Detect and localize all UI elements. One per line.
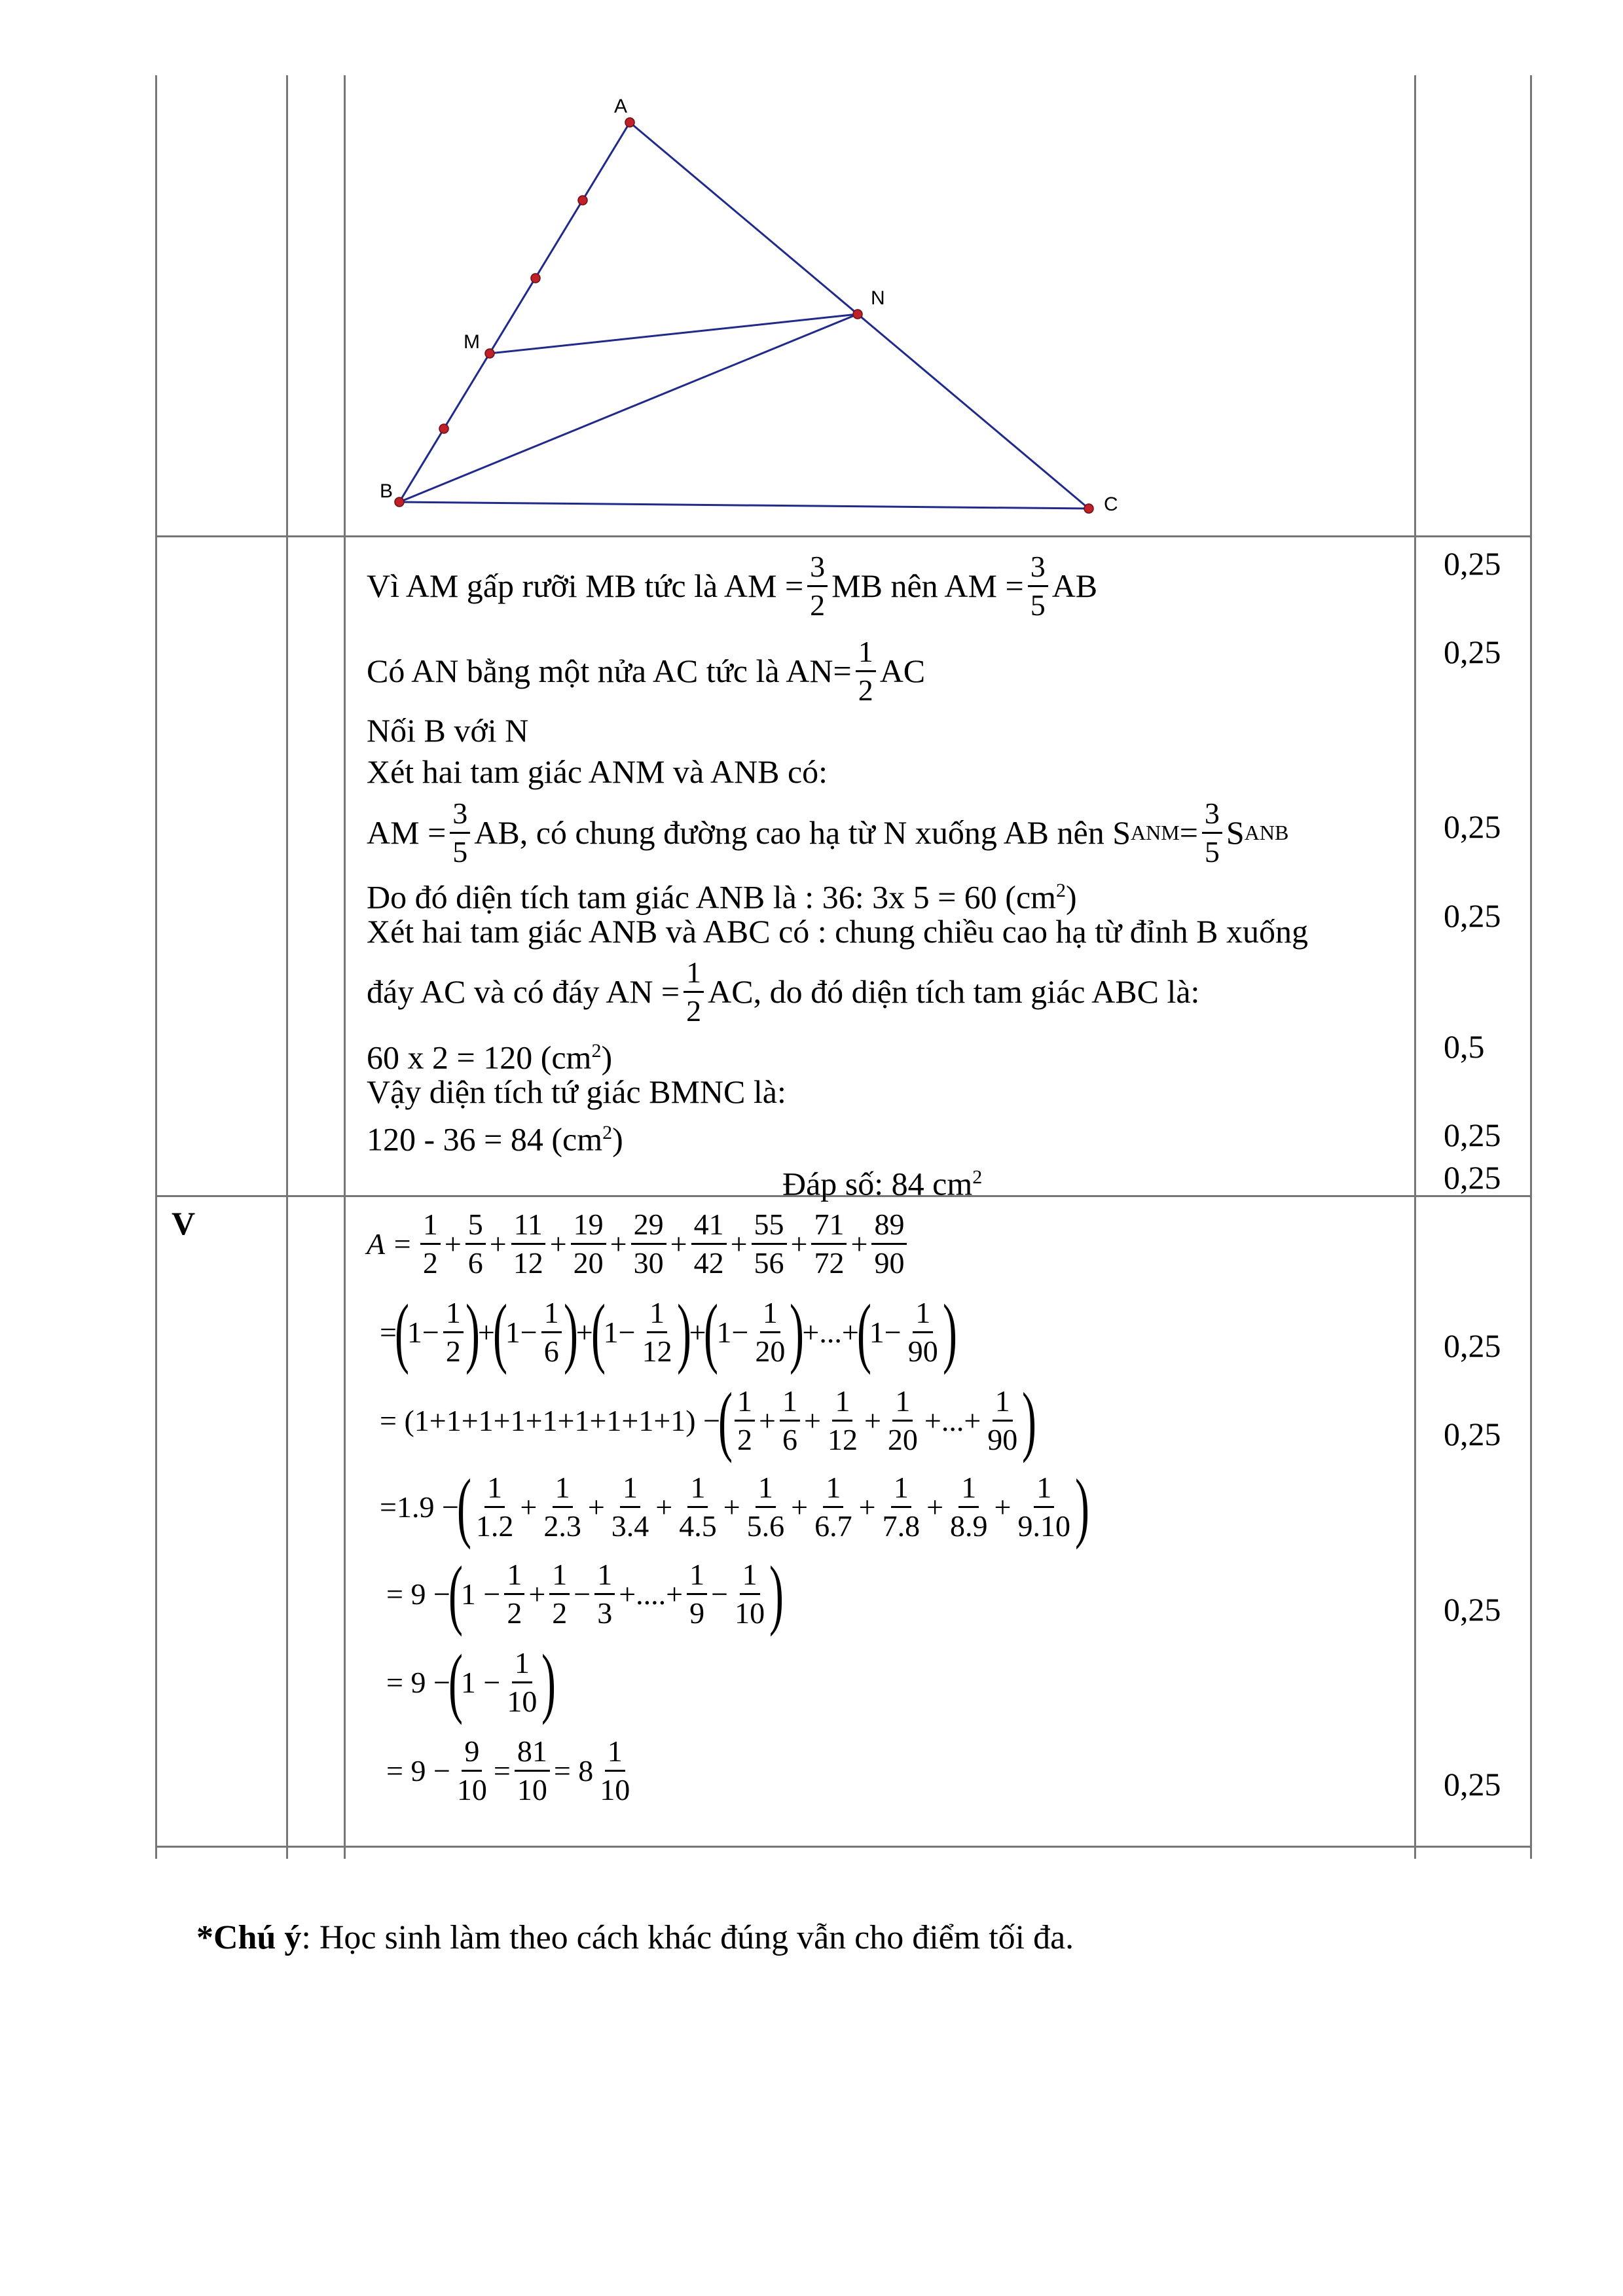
- segment-BC: [399, 502, 1089, 509]
- row3-fraction: 1 2: [735, 1383, 755, 1458]
- row4-fraction: $\frac{1}{7.8}$: [882, 1470, 921, 1543]
- row5-fraction: $\frac{1}{10}$: [735, 1557, 765, 1630]
- v-row-6: = 9 − ( 1 − $\frac{1}{10}$ ): [386, 1638, 556, 1725]
- row4-fraction: $\frac{1}{5.6}$: [746, 1470, 785, 1543]
- row1-fraction: $\frac{1}{2}$: [420, 1206, 441, 1282]
- point-M: [485, 349, 494, 358]
- v-score-4: 0,25: [1444, 1766, 1501, 1803]
- row5-fraction: $\frac{1}{9}$: [687, 1556, 707, 1632]
- iv-line-4: Xét hai tam giác ANM và ANB có:: [367, 753, 828, 790]
- iv-line-1: Vì AM gấp rưỡi MB tức là AM = $\frac{3}{2}$ MB nên AM = $\frac{3}{5}$ AB: [367, 549, 1098, 622]
- iv-score-4: 0,25: [1444, 897, 1501, 934]
- iv-line-11: 120 - 36 = 84 $(cm^2)$: [367, 1121, 623, 1158]
- row5-fraction: $\frac{1}{3}$: [594, 1556, 615, 1632]
- v-score-2: 0,25: [1444, 1416, 1501, 1452]
- iv-line-10: Vậy diện tích tứ giác BMNC là:: [367, 1073, 786, 1110]
- row3-fraction: $\frac{1}{6}$: [780, 1383, 800, 1458]
- v-row-4: =1.9 − ( 1 1.2 + $\frac{1}{2.3}$ + $\frac{1}{3.4}$ + $\frac{1}{4.5}$ + $\frac{1}{5.6}$ + $\frac{1}{6.7}$ + $\frac{1}{7.8}$ + $\frac{1}{8.9}$ + $\frac{1}{9.10}$ ): [380, 1463, 1089, 1550]
- iv-score-1: 0,25: [1444, 545, 1501, 582]
- table-col-divider-1: [286, 75, 288, 1859]
- triangle-figure: [367, 92, 1152, 524]
- label-C: C: [1104, 493, 1118, 515]
- row2-fraction: $\frac{1}{2}$: [443, 1295, 464, 1370]
- iv-score-7: 0,25: [1444, 1159, 1501, 1196]
- v-row-1: A = $\frac{1}{2}$ + $\frac{5}{6}$ + $\frac{11}{12}$ + $\frac{19}{20}$ + $\frac{29}{30}$ + $\frac{41}{42}$ + $\frac{55}{56}$ + $\frac{71}{72}$ + $\frac{89}{90}$: [367, 1198, 911, 1289]
- row3-fraction: $\frac{1}{20}$: [887, 1384, 918, 1456]
- row1-fraction: $\frac{19}{20}$: [571, 1206, 606, 1282]
- row3-fraction: $\frac{1}{12}$: [827, 1384, 858, 1456]
- label-N: N: [871, 287, 885, 309]
- iv-line-5: AM = $\frac{3}{5}$ AB, có chung đường cao hạ từ N xuống AB nên S ANM = $\frac{3}{5}$ S ANB: [367, 796, 1289, 869]
- label-M: M: [464, 331, 480, 353]
- iv-score-6: 0,25: [1444, 1117, 1501, 1153]
- iv-score-3: 0,25: [1444, 808, 1501, 845]
- row1-fraction: $\frac{89}{90}$: [871, 1206, 907, 1282]
- segment-MN: [490, 314, 858, 353]
- table-border-right: [1530, 75, 1532, 1859]
- v-row-3: = (1+1+1+1+1+1+1+1+1) − ( 1 2 + $\frac{1}{6}$ + $\frac{1}{12}$ + $\frac{1}{20}$ +...+ $\frac{1}{90}$ ): [380, 1376, 1037, 1463]
- point-A: [625, 118, 634, 127]
- iv-score-5: 0,5: [1444, 1028, 1485, 1065]
- row4-fraction: $\frac{1}{6.7}$: [814, 1470, 852, 1543]
- row4-fraction: $\frac{1}{3.4}$: [611, 1470, 649, 1543]
- row5-fraction: $\frac{1}{2}$: [549, 1556, 570, 1632]
- row2-fraction: $\frac{1}{20}$: [755, 1295, 786, 1368]
- table-border-left: [155, 75, 157, 1859]
- iv-line-7: Xét hai tam giác ANB và ABC có : chung chiều cao hạ từ đỉnh B xuống: [367, 913, 1308, 950]
- row5-fraction: $\frac{1}{2}$: [504, 1556, 524, 1632]
- table-col-divider-2: [344, 75, 346, 1859]
- row4-fraction: $\frac{1}{8.9}$: [950, 1470, 988, 1543]
- row2-fraction: $\frac{1}{90}$: [907, 1295, 938, 1368]
- row2-fraction: $\frac{1}{6}$: [541, 1295, 562, 1370]
- point-B: [395, 497, 404, 507]
- section-v-label: V: [172, 1205, 196, 1242]
- label-B: B: [380, 480, 393, 502]
- point-tick-1: [578, 196, 587, 205]
- point-N: [853, 310, 862, 319]
- row1-fraction: $\frac{11}{12}$: [511, 1206, 546, 1282]
- table-col-divider-3: [1414, 75, 1416, 1859]
- iv-answer: Đáp số: 84 $cm^2$: [782, 1165, 983, 1202]
- segment-AB: [399, 122, 630, 502]
- iv-score-2: 0,25: [1444, 634, 1501, 670]
- row4-fraction: $\frac{1}{2.3}$: [543, 1470, 581, 1543]
- row3-fraction: $\frac{1}{90}$: [987, 1384, 1018, 1456]
- row1-fraction: $\frac{41}{42}$: [691, 1206, 727, 1282]
- iv-line-3: Nối B với N: [367, 712, 529, 749]
- row1-fraction: $\frac{5}{6}$: [465, 1206, 486, 1282]
- note: *Chú ý: Học sinh làm theo cách khác đúng vẫn cho điểm tối đa.: [196, 1919, 1074, 1956]
- point-C: [1084, 504, 1093, 513]
- row1-fraction: $\frac{29}{30}$: [631, 1206, 666, 1282]
- v-row-5: = 9 − ( 1 − $\frac{1}{2}$ + $\frac{1}{2}$ − $\frac{1}{3}$ +....+ $\frac{1}{9}$ − $\frac{1}{10}$ ): [386, 1550, 784, 1637]
- table-border-bottom: [155, 1846, 1532, 1848]
- iv-line-9: 60 x 2 = 120 $(cm^2)$: [367, 1039, 613, 1076]
- row1-fraction: $\frac{71}{72}$: [811, 1206, 847, 1282]
- row1-fraction: $\frac{55}{56}$: [752, 1206, 787, 1282]
- v-row-2: = ( 1− $\frac{1}{2}$ ) + ( 1− $\frac{1}{6}$ ) + ( 1− $\frac{1}{12}$ ) + ( 1− $\frac{1}{20}$ ) +...+ ( 1− $\frac{1}{90}$ ): [380, 1288, 957, 1375]
- row4-fraction: $\frac{1}{4.5}$: [679, 1470, 717, 1543]
- point-tick-3: [439, 424, 448, 433]
- v-score-1: 0,25: [1444, 1327, 1501, 1364]
- row4-fraction: $\frac{1}{9.10}$: [1017, 1470, 1070, 1543]
- iv-line-8: đáy AC và có đáy AN = $\frac{1}{2}$ AC, do đó diện tích tam giác ABC là:: [367, 955, 1200, 1028]
- label-A: A: [614, 96, 628, 117]
- v-score-3: 0,25: [1444, 1591, 1501, 1628]
- point-tick-2: [531, 274, 540, 283]
- row4-fraction: 1 1.2: [475, 1470, 514, 1543]
- row2-fraction: $\frac{1}{12}$: [642, 1295, 672, 1368]
- iv-line-6: Do đó diện tích tam giác ANB là : 36: 3x 5 = 60 $(cm^2)$: [367, 878, 1077, 916]
- iv-line-2: Có AN bằng một nửa AC tức là AN= $\frac{1}{2}$ AC: [367, 634, 926, 707]
- table-row-divider-1: [155, 535, 1532, 537]
- v-row-7: = 9 − $\frac{9}{10}$ = $\frac{81}{10}$ = 8 1 10: [386, 1734, 630, 1806]
